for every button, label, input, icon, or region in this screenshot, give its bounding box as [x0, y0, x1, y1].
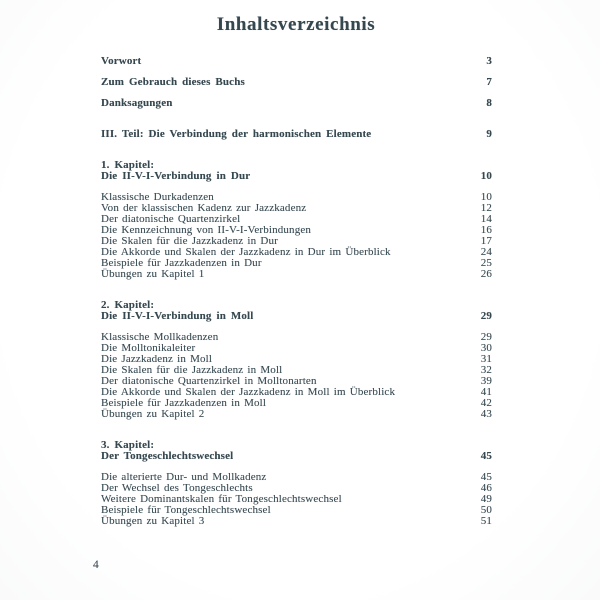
- toc-entry-page-number: 31: [480, 353, 492, 365]
- toc-entry-label: Die Kennzeichnung von II-V-I-Verbindungen: [101, 224, 312, 236]
- toc-entry-page-number: 50: [480, 504, 492, 516]
- toc-entry-label: Der diatonische Quartenzirkel in Molltonarten: [101, 375, 317, 387]
- toc-entry-label: Beispiele für Jazzkadenzen in Dur: [101, 257, 262, 269]
- toc-row: [101, 77, 492, 88]
- folio-page-number: 4: [93, 559, 99, 571]
- toc-entry-label: Beispiele für Tongeschlechtswechsel: [101, 504, 271, 516]
- toc-entry-page-number: 12: [480, 202, 492, 214]
- toc-entry-page-number: 7: [486, 76, 492, 88]
- toc-entry-label: Zum Gebrauch dieses Buchs: [101, 76, 245, 88]
- toc-entry-page-number: 49: [480, 493, 492, 505]
- toc-row: [101, 409, 492, 420]
- toc-entry-label: Die Akkorde und Skalen der Jazzkadenz in Moll im Überblick: [101, 386, 396, 398]
- toc-entry-page-number: 26: [480, 268, 492, 280]
- toc-row: [101, 269, 492, 280]
- toc-entry-label: Klassische Durkadenzen: [101, 191, 214, 203]
- toc-entry-label: Übungen zu Kapitel 3: [101, 515, 205, 527]
- toc-entry-label: Die Skalen für die Jazzkadenz in Dur: [101, 235, 278, 247]
- toc-entry-label: Die Skalen für die Jazzkadenz in Moll: [101, 364, 283, 376]
- toc-row: [101, 98, 492, 109]
- toc-entry-label: Der diatonische Quartenzirkel: [101, 213, 241, 225]
- toc-entry-page-number: 3: [486, 55, 492, 67]
- table-of-contents: [101, 56, 492, 527]
- toc-entry-label: 1. Kapitel:: [101, 159, 155, 171]
- toc-row: [101, 129, 492, 140]
- toc-entry-page-number: 30: [480, 342, 492, 354]
- toc-entry-label: III. Teil: Die Verbindung der harmonischen Elemente: [101, 128, 372, 140]
- toc-entry-page-number: 10: [480, 191, 492, 203]
- toc-entry-page-number: 16: [480, 224, 492, 236]
- toc-entry-page-number: 51: [480, 515, 492, 527]
- toc-row: [101, 56, 492, 67]
- toc-entry-label: Die Jazzkadenz in Moll: [101, 353, 213, 365]
- toc-entry-label: Übungen zu Kapitel 1: [101, 268, 205, 280]
- toc-entry-label: Die II-V-I-Verbindung in Dur: [101, 170, 251, 182]
- page-title: Inhaltsverzeichnis: [216, 14, 376, 35]
- toc-entry-label: Beispiele für Jazzkadenzen in Moll: [101, 397, 267, 409]
- toc-entry-label: Vorwort: [101, 55, 142, 67]
- toc-row: [101, 516, 492, 527]
- toc-entry-page-number: 8: [486, 97, 492, 109]
- toc-entry-page-number: 32: [480, 364, 492, 376]
- toc-row: [101, 451, 492, 462]
- toc-entry-label: Der Wechsel des Tongeschlechts: [101, 482, 253, 494]
- toc-entry-label: 3. Kapitel:: [101, 439, 155, 451]
- toc-entry-label: Weitere Dominantskalen für Tongeschlechtswechsel: [101, 493, 342, 505]
- toc-entry-page-number: 41: [480, 386, 492, 398]
- toc-entry-label: Die alterierte Dur- und Mollkadenz: [101, 471, 267, 483]
- toc-entry-page-number: 45: [480, 471, 492, 483]
- toc-entry-label: Danksagungen: [101, 97, 173, 109]
- toc-entry-page-number: 43: [480, 408, 492, 420]
- toc-entry-label: Von der klassischen Kadenz zur Jazzkadenz: [101, 202, 307, 214]
- toc-entry-label: Der Tongeschlechtswechsel: [101, 450, 234, 462]
- toc-entry-page-number: 45: [480, 450, 492, 462]
- toc-entry-label: Die II-V-I-Verbindung in Moll: [101, 310, 254, 322]
- toc-entry-page-number: 24: [480, 246, 492, 258]
- toc-entry-page-number: 14: [480, 213, 492, 225]
- toc-entry-label: Übungen zu Kapitel 2: [101, 408, 205, 420]
- toc-row: [101, 311, 492, 322]
- toc-row: [101, 171, 492, 182]
- toc-entry-page-number: 9: [486, 128, 492, 140]
- toc-entry-page-number: 46: [480, 482, 492, 494]
- toc-entry-page-number: 42: [480, 397, 492, 409]
- toc-entry-page-number: 39: [480, 375, 492, 387]
- toc-entry-page-number: 10: [480, 170, 492, 182]
- toc-entry-label: 2. Kapitel:: [101, 299, 155, 311]
- toc-entry-label: Klassische Mollkadenzen: [101, 331, 219, 343]
- toc-entry-page-number: 25: [480, 257, 492, 269]
- toc-entry-label: Die Akkorde und Skalen der Jazzkadenz in Dur im Überblick: [101, 246, 391, 258]
- toc-entry-label: Die Molltonikaleiter: [101, 342, 196, 354]
- toc-entry-page-number: 29: [480, 331, 492, 343]
- toc-entry-page-number: 29: [480, 310, 492, 322]
- toc-entry-page-number: 17: [480, 235, 492, 247]
